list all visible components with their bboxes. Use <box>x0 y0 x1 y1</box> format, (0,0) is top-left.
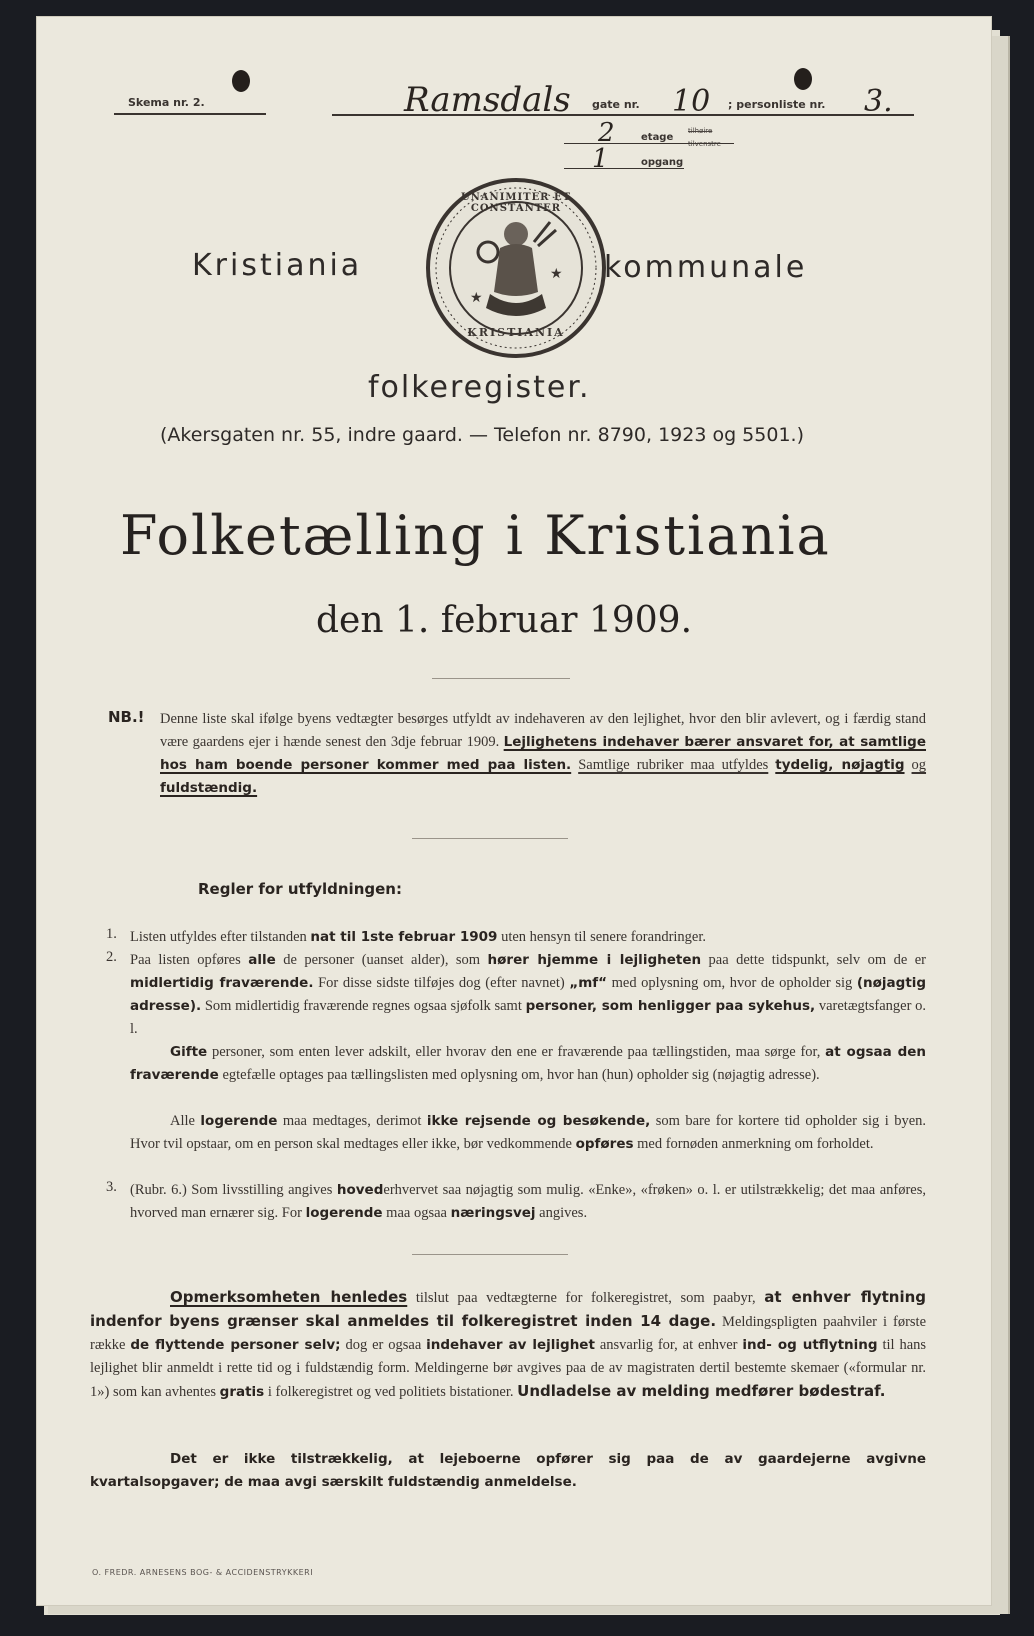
street-name-handwritten: Ramsdals <box>404 80 571 120</box>
notice-text: i folkeregistret og ved politiets bistationer. <box>267 1384 514 1400</box>
notice-emphasis: ind- og utflytning <box>742 1337 878 1353</box>
rule-text: med oplysning om, hvor de opholder sig <box>611 975 853 991</box>
office-address: (Akersgaten nr. 55, indre gaard. — Telefon nr. 8790, 1923 og 5501.) <box>160 424 804 446</box>
rule-text: paa dette tidspunkt, selv om de er <box>708 952 926 968</box>
rule-text: med fornøden anmerkning om forholdet. <box>637 1136 874 1152</box>
punch-hole <box>232 70 250 92</box>
rules-heading: Regler for utfyldningen: <box>198 880 402 898</box>
nb-paragraph <box>160 708 926 800</box>
rule-emphasis: hoved <box>336 1182 384 1198</box>
rule-text: de personer (uanset alder), som <box>283 952 481 968</box>
personliste-number-handwritten: 3. <box>864 84 893 119</box>
notice-text: dog er ogsaa <box>345 1337 422 1353</box>
notice-text: til hans lejlighet blir anmeldt i rette tid og i fuldstændig form. Meldingerne bør avgives paa de av magistraten dertil bestemte skemaer («formular nr. 1») som kan avhentes <box>90 1337 927 1400</box>
nb-emphasis: tydelig, nøjagtig <box>775 757 905 773</box>
rule-3 <box>130 1179 926 1225</box>
tilhoire-label: tilhøire <box>688 127 713 135</box>
notice-emphasis: gratis <box>219 1384 265 1400</box>
masthead-left: Kristiania <box>192 248 363 283</box>
rule-emphasis: ikke rejsende og besøkende, <box>426 1113 651 1129</box>
punch-hole <box>794 68 812 90</box>
tilvenstre-label: tilvenstre <box>688 140 721 148</box>
notice-emphasis: indehaver av lejlighet <box>426 1337 595 1353</box>
rule <box>564 143 734 144</box>
rule-emphasis: personer, som henligger paa sykehus, <box>525 998 816 1014</box>
rule-text: som bare for kortere tid opholder sig i byen. Hvor tvil opstaar, om en person skal medtages eller ikke, bør vedkommende <box>130 1113 927 1152</box>
notice-emphasis: Undladelse av melding medfører bødestraf. <box>517 1382 886 1400</box>
rule-text: maa ogsaa <box>386 1205 447 1221</box>
rule-emphasis: alle <box>248 952 276 968</box>
rule-emphasis: midlertidig fraværende. <box>130 975 314 991</box>
rule-emphasis: „mf“ <box>569 975 608 991</box>
notice-paragraph <box>90 1286 926 1404</box>
rule-text: personer, som enten lever adskilt, eller hvorav den ene er fraværende paa tællingstiden, maa sørge for, <box>211 1044 821 1060</box>
rule-text: Listen utfyldes efter tilstanden <box>130 929 307 945</box>
notice-text: tilslut paa vedtægterne for folkeregistret, som paabyr, <box>415 1290 756 1306</box>
rule-emphasis: (nøjagtig adresse). <box>130 975 927 1014</box>
main-title: Folketælling i Kristiania <box>120 504 831 567</box>
svg-text:★: ★ <box>550 267 563 282</box>
nb-emphasis: fuldstændig. <box>160 780 258 796</box>
rule-emphasis: opføres <box>575 1136 634 1152</box>
notice-emphasis: Det er ikke tilstrækkelig, at lejeboerne opfører sig paa de av gaardejerne avgivne kvartalsopgaver; de maa avgi særskilt fuldstændig anmeldelse. <box>90 1451 926 1490</box>
masthead-right: kommunale <box>604 250 808 285</box>
rule-number: 1. <box>106 926 117 942</box>
gate-number-handwritten: 10 <box>672 84 711 119</box>
date-title: den 1. februar 1909. <box>316 600 693 641</box>
nb-label: NB.! <box>108 708 145 726</box>
rule-1 <box>130 926 926 949</box>
rule-text: For disse sidste tilføjes dog (efter navnet) <box>318 975 565 991</box>
census-form-page <box>36 16 992 1606</box>
nb-text: Denne liste skal ifølge byens vedtægter besørges utfyldt av indehaveren av den lejlighet, hvor den blir avlevert, og i færdig stand være gaardens ejer i hænde senest den 3dje februar 1909. <box>160 711 926 750</box>
rule-text: Som midlertidig fraværende regnes ogsaa sjøfolk samt <box>204 998 522 1014</box>
city-seal <box>426 178 606 358</box>
etage-label: etage <box>641 132 674 143</box>
rule-number: 2. <box>106 949 117 965</box>
rule-text: (Rubr. 6.) Som livsstilling angives <box>130 1182 333 1198</box>
divider <box>432 678 570 679</box>
rule-text: varetægtsfanger o. l. <box>130 998 927 1037</box>
rule-emphasis: logerende <box>305 1205 383 1221</box>
rule-text: egtefælle optages paa tællingslisten med oplysning om, hvor han (hun) opholder sig (nøjagtig adresse). <box>222 1067 820 1083</box>
rule-emphasis: at ogsaa den fraværende <box>130 1044 927 1083</box>
notice-emphasis: at enhver flytning indenfor byens grænser skal anmeldes til folkeregistret inden 14 dage. <box>90 1288 927 1330</box>
rule <box>332 114 914 116</box>
nb-text: Samtlige rubriker maa utfyldes <box>578 757 769 773</box>
rule-text: Paa listen opføres <box>130 952 241 968</box>
rule-2 <box>130 949 926 1041</box>
notice-emphasis: Opmerksomheten henledes <box>170 1288 408 1306</box>
divider <box>412 1254 568 1255</box>
personliste-label: ; personliste nr. <box>728 98 826 111</box>
gate-label: gate nr. <box>592 98 640 111</box>
rule-text: maa medtages, derimot <box>282 1113 422 1129</box>
notice-closing <box>90 1448 926 1494</box>
rule-text: uten hensyn til senere forandringer. <box>501 929 707 945</box>
rule-emphasis: nat til 1ste februar 1909 <box>310 929 498 945</box>
nb-emphasis: Lejlighetens indehaver bærer ansvaret for, at samtlige hos ham boende personer kommer med paa listen. <box>160 734 926 773</box>
etage-number-handwritten: 2 <box>598 118 615 148</box>
opgang-number-handwritten: 1 <box>592 144 609 174</box>
skema-number: Skema nr. 2. <box>128 96 205 109</box>
rule <box>564 168 684 169</box>
rule-emphasis: næringsvej <box>450 1205 536 1221</box>
opgang-label: opgang <box>641 157 684 168</box>
divider <box>412 838 568 839</box>
masthead-sub: folkeregister. <box>368 370 591 405</box>
notice-text: Meldingspligten paahviler i første række <box>90 1314 927 1353</box>
rule-2-paragraph-2 <box>130 1041 926 1087</box>
notice-text: ansvarlig for, at enhver <box>599 1337 738 1353</box>
svg-text:★: ★ <box>470 291 483 306</box>
printer-imprint: O. FREDR. ARNESENS BOG- & ACCIDENSTRYKKERI <box>92 1568 314 1577</box>
rule <box>114 113 266 115</box>
rule-emphasis: hører hjemme i lejligheten <box>487 952 702 968</box>
rule-text: angives. <box>539 1205 588 1221</box>
rule-text: erhvervet saa nøjagtig som mulig. «Enke», «frøken» o. l. er utilstrækkelig; det maa anføres, hvorved man ernærer sig. For <box>130 1182 927 1221</box>
rule-text: Alle <box>170 1113 195 1129</box>
seal-bottom-text: KRISTIANIA <box>467 326 565 339</box>
rule-2-paragraph-3 <box>130 1110 926 1156</box>
rule-emphasis: logerende <box>200 1113 278 1129</box>
rule-emphasis: Gifte <box>170 1044 208 1060</box>
nb-text: og <box>911 757 927 773</box>
seal-top-text: UNANIMITER ET CONSTANTER <box>460 192 572 214</box>
rule-number: 3. <box>106 1179 117 1195</box>
notice-emphasis: de flyttende personer selv; <box>130 1337 341 1353</box>
